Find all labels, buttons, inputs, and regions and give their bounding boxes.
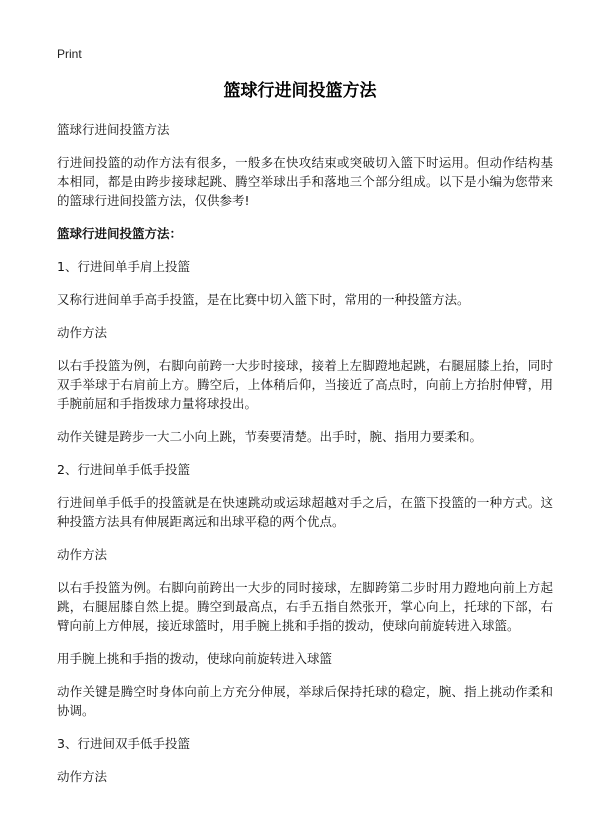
section-heading: 篮球行进间投篮方法： <box>57 226 183 241</box>
item-2-description: 行进间单手低手的投篮就是在快速跳动或运球超越对手之后，在篮下投篮的一种方式。这种投篮方法具有伸展距离远和出球平稳的两个优点。 <box>57 495 553 529</box>
item-heading-2: 2、行进间单手低手投篮 <box>57 462 190 477</box>
item-heading-3: 3、行进间双手低手投篮 <box>57 736 190 751</box>
item-2-method-label: 动作方法 <box>57 547 108 562</box>
print-link[interactable]: Print <box>57 47 82 61</box>
item-3-method-label: 动作方法 <box>57 769 108 784</box>
article-body <box>57 120 553 800</box>
item-1-method-text: 以右手投篮为例，右脚向前跨一大步时接球，接着上左脚蹬地起跳，右腿屈膝上抬，同时双手举球于右肩前上方。腾空后，上体稍后仰，当接近了高点时，向前上方抬肘伸臂，用手腕前屈和手指拨球力量将球投出。 <box>57 358 553 411</box>
intro-paragraph: 行进间投篮的动作方法有很多，一般多在快攻结束或突破切入篮下时运用。但动作结构基本相同，都是由跨步接球起跳、腾空举球出手和落地三个部分组成。以下是小编为您带来的篮球行进间投篮方法，仅供参考! <box>57 155 553 208</box>
subtitle-line: 篮球行进间投篮方法 <box>57 122 170 137</box>
item-1-description: 又称行进间单手高手投篮，是在比赛中切入篮下时，常用的一种投篮方法。 <box>57 292 470 307</box>
page-title: 篮球行进间投篮方法 <box>223 81 377 101</box>
item-2-wrist-note: 用手腕上挑和手指的拨动，使球向前旋转进入球篮 <box>57 651 333 666</box>
item-heading-1: 1、行进间单手肩上投篮 <box>57 259 190 274</box>
item-2-method-text: 以右手投篮为例。右脚向前跨出一大步的同时接球，左脚跨第二步时用力蹬地向前上方起跳，右腿屈膝自然上提。腾空到最高点，右手五指自然张开，掌心向上，托球的下部，右臂向前上方伸展，接近球篮时，用手腕上挑和手指的拨动，使球向前旋转进入球篮。 <box>57 580 553 633</box>
item-1-key-points: 动作关键是跨步一大二小向上跳，节奏要清楚。出手时，腕、指用力要柔和。 <box>57 429 483 444</box>
item-1-method-label: 动作方法 <box>57 325 108 340</box>
item-2-key-points: 动作关键是腾空时身体向前上方充分伸展，举球后保持托球的稳定，腕、指上挑动作柔和协调。 <box>57 684 553 718</box>
